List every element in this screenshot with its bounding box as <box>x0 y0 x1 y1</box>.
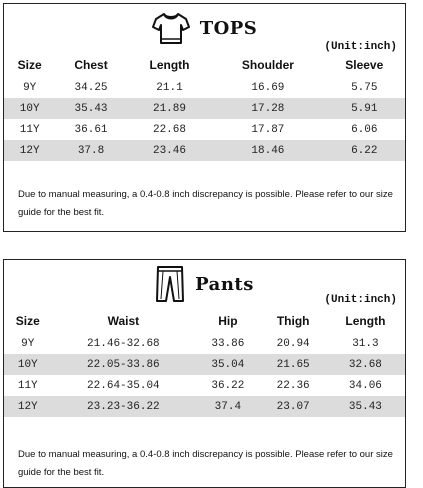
table-row <box>4 354 405 375</box>
table-cell: 22.36 <box>276 379 310 392</box>
tops-unit-label: (Unit:inch) <box>324 41 397 53</box>
table-cell: 21.46-32.68 <box>87 337 160 350</box>
table-cell: 18.46 <box>212 140 323 161</box>
table-row <box>4 77 405 98</box>
table-cell: 10Y <box>4 98 55 119</box>
table-cell: 21.89 <box>127 98 213 119</box>
pants-icon <box>155 265 185 303</box>
table-row <box>4 98 405 119</box>
table-cell: 17.87 <box>251 123 285 136</box>
table-row <box>4 119 405 140</box>
table-cell: 23.23-36.22 <box>52 396 196 417</box>
table-cell: 20.94 <box>276 337 310 350</box>
table-cell: 9Y <box>23 81 37 94</box>
table-cell: 22.05-33.86 <box>52 354 196 375</box>
table-cell: 6.06 <box>351 123 378 136</box>
table-cell: 35.43 <box>326 396 405 417</box>
table-cell: 37.8 <box>55 140 126 161</box>
table-cell: 23.07 <box>261 396 326 417</box>
table-cell: 12Y <box>4 396 52 417</box>
table-cell: 21.65 <box>261 354 326 375</box>
column-header: Sleeve <box>345 58 384 72</box>
table-cell: 21.1 <box>156 81 183 94</box>
pants-size-table <box>4 309 405 417</box>
table-cell: 17.28 <box>212 98 323 119</box>
pants-measuring-note: Due to manual measuring, a 0.4-0.8 inch discrepancy is possible. Please refer to our size guide for the best fit. <box>18 449 393 478</box>
pants-unit-label: (Unit:inch) <box>324 294 397 306</box>
pants-title: Pants <box>195 273 254 295</box>
table-cell: 9Y <box>21 337 35 350</box>
column-header: Shoulder <box>241 58 294 72</box>
column-header: Chest <box>74 58 108 72</box>
column-header: Length <box>149 58 190 72</box>
tops-size-chart <box>3 3 406 232</box>
table-cell: 10Y <box>4 354 52 375</box>
column-header: Waist <box>107 314 140 328</box>
table-cell: 35.43 <box>55 98 126 119</box>
column-header: Hip <box>218 314 238 328</box>
table-cell: 22.68 <box>152 123 186 136</box>
table-cell: 23.46 <box>127 140 213 161</box>
column-header: Size <box>15 314 40 328</box>
table-header-row <box>4 53 405 77</box>
table-cell: 11Y <box>19 123 40 136</box>
column-header: Size <box>17 58 42 72</box>
table-cell: 37.4 <box>195 396 260 417</box>
table-cell: 16.69 <box>251 81 285 94</box>
table-cell: 6.22 <box>324 140 405 161</box>
table-cell: 36.22 <box>211 379 245 392</box>
tshirt-icon <box>152 11 190 45</box>
tops-size-table <box>4 53 405 161</box>
tops-measuring-note: Due to manual measuring, a 0.4-0.8 inch discrepancy is possible. Please refer to our size guide for the best fit. <box>18 189 393 218</box>
table-cell: 34.06 <box>348 379 382 392</box>
tops-title: TOPS <box>199 17 258 39</box>
table-cell: 35.04 <box>195 354 260 375</box>
column-header: Length <box>345 314 386 328</box>
table-row <box>4 333 405 354</box>
table-cell: 22.64-35.04 <box>87 379 160 392</box>
table-header-row <box>4 309 405 333</box>
table-cell: 34.25 <box>74 81 108 94</box>
table-row <box>4 375 405 396</box>
table-cell: 36.61 <box>74 123 108 136</box>
table-cell: 32.68 <box>326 354 405 375</box>
table-cell: 31.3 <box>352 337 379 350</box>
table-row <box>4 396 405 417</box>
column-header: Thigh <box>276 314 310 328</box>
table-cell: 12Y <box>4 140 55 161</box>
table-cell: 5.75 <box>351 81 378 94</box>
table-cell: 5.91 <box>324 98 405 119</box>
table-cell: 33.86 <box>211 337 245 350</box>
table-row <box>4 140 405 161</box>
pants-size-chart <box>3 259 406 488</box>
table-cell: 11Y <box>17 379 38 392</box>
